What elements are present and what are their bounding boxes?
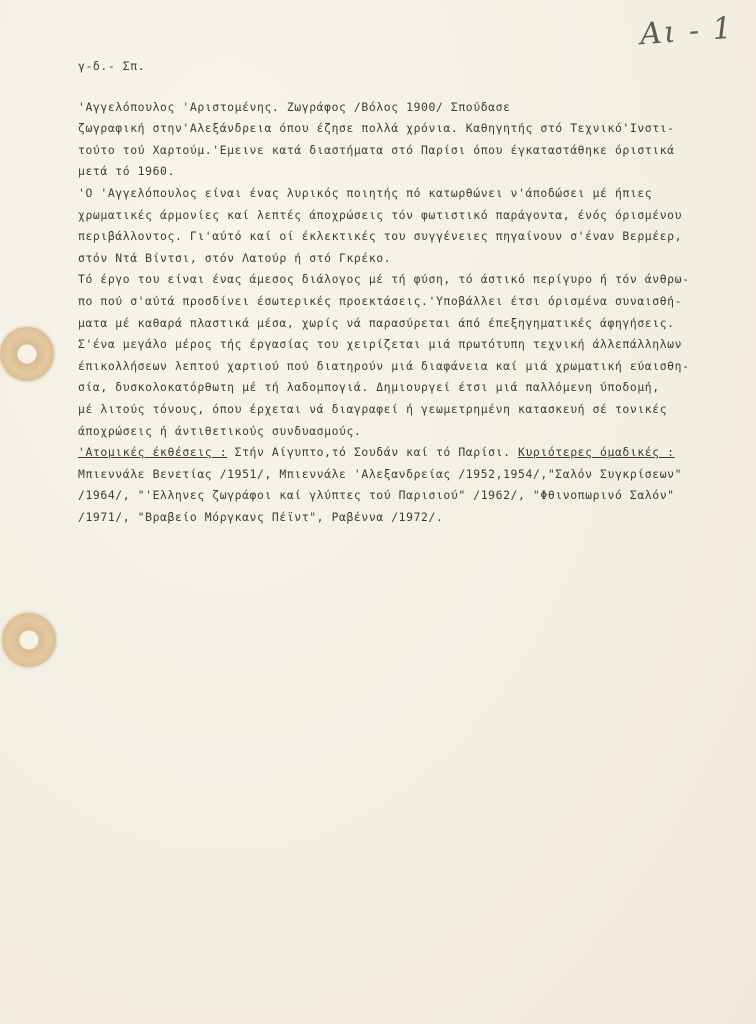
punch-hole-bottom <box>2 613 56 667</box>
text-line: μετά τό 1960. <box>78 164 175 179</box>
exhibition-line: /1964/, "'Ελληνες ζωγράφοι καί γλύπτες τού Παρισιού" /1962/, "Φθινοπωρινό Σαλόν" <box>78 488 675 503</box>
text-line: τούτο τού Χαρτούμ.'Εμεινε κατά διαστήματα στό Παρίσι όπου έγκαταστάθηκε όριστικά <box>78 142 675 157</box>
text-line: χρωματικές άρμονίες καί λεπτές άποχρώσεις τόν φωτιστικό παράγοντα, ένός όρισμένου <box>78 207 683 222</box>
punch-hole-top <box>0 327 54 381</box>
text-line: στόν Ντά Βίντσι, στόν Λατούρ ή στό Γκρέκο. <box>78 250 392 265</box>
text-line: περιβάλλοντος. Γι'αύτό καί οί έκλεκτικές του συγγένειες πηγαίνουν σ'έναν Βερμέερ, <box>78 229 683 244</box>
text-line: 'Αγγελόπουλος 'Αριστομένης. Ζωγράφος /Βόλος 1900/ Σπούδασε <box>78 99 511 114</box>
exhibition-line: /1971/, "Βραβείο Μόργκανς Πέϊντ", Ραβέννα /1972/. <box>78 509 444 524</box>
text-line: πο πού σ'αύτά προσδίνει έσωτερικές προεκτάσεις.'Υποβάλλει έτσι όρισμένα συναισθή- <box>78 293 683 308</box>
text-line: σία, δυσκολοκατόρθωτη μέ τή λαδομπογιά. Δημιουργεί έτσι μιά παλλόμενη ύποδομή, <box>78 380 660 395</box>
solo-exhibitions-text: Στήν Αίγυπτο,τό Σουδάν καί τό Παρίσι. <box>227 445 519 460</box>
text-line: 'Ο 'Αγγελόπουλος είναι ένας λυρικός ποιητής πό κατωρθώνει ν'άποδώσει μέ ήπιες <box>78 185 653 200</box>
text-line: ζωγραφική στην'Αλεξάνδρεια όπου έζησε πολλά χρόνια. Καθηγητής στό Τεχνικό'Ινστι- <box>78 121 675 136</box>
solo-exhibitions-label: 'Ατομικές έκθέσεις : <box>78 445 228 460</box>
text-line: ματα μέ καθαρά πλαστικά μέσα, χωρίς νά παρασύρεται άπό έπεξηγηματικές άφηγήσεις. <box>78 315 675 330</box>
exhibitions-heading-line <box>78 442 738 464</box>
text-line: Σ'ένα μεγάλο μέρος τής έργασίας του χειρίζεται μιά πρωτότυπη τεχνική άλλεπάλληλων <box>78 337 683 352</box>
text-line: έπικολλήσεων λεπτού χαρτιού πού διατηρούν μιά διαφάνεια καί μιά χρωματική εύαισθη- <box>78 358 690 373</box>
group-exhibitions-label: Κυριότερες όμαδικές : <box>518 445 675 460</box>
text-line: Τό έργο του είναι ένας άμεσος διάλογος μέ τή φύση, τό άστικό περίγυρο ή τόν άνθρω- <box>78 272 690 287</box>
text-line: μέ λιτούς τόνους, όπου έρχεται νά διαγραφεί ή γεωμετρημένη κατασκευή σέ τονικές <box>78 401 668 416</box>
typed-text-block <box>78 56 738 528</box>
handwritten-page-number: Αι - 1 <box>638 10 735 53</box>
exhibition-line: Μπιεννάλε Βενετίας /1951/, Μπιεννάλε 'Αλεξανδρείας /1952,1954/,"Σαλόν Συγκρίσεων" <box>78 466 683 481</box>
text-line: άποχρώσεις ή άντιθετικούς συνδυασμούς. <box>78 423 362 438</box>
header-code: γ-δ.- Σπ. <box>78 59 146 73</box>
